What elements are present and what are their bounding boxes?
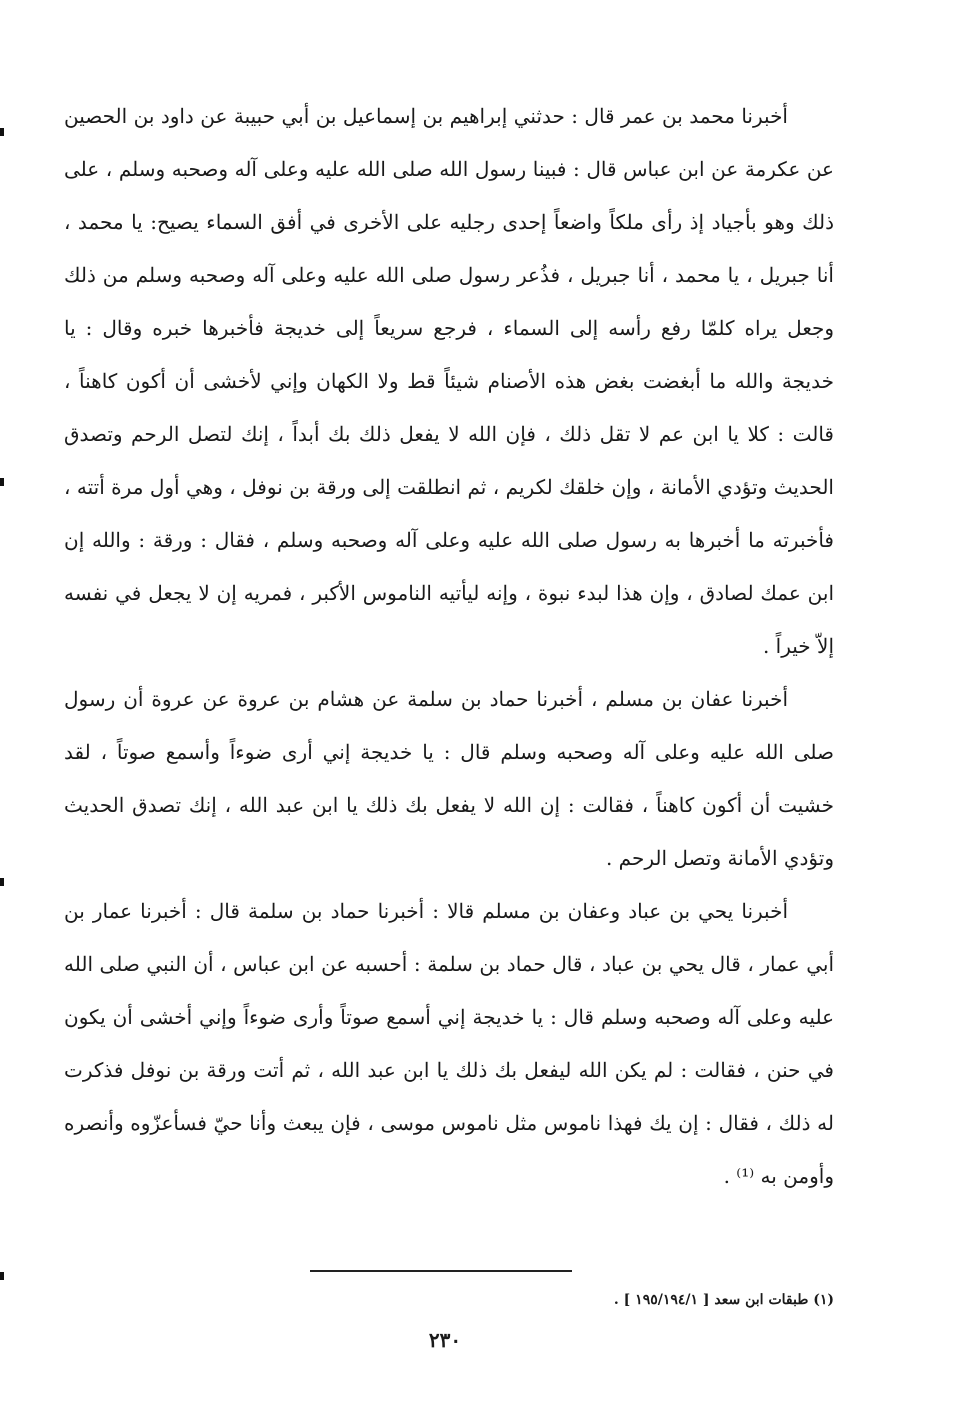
paragraph-2: أخبرنا عفان بن مسلم ، أخبرنا حماد بن سلمة عن هشام بن عروة عن عروة أن رسول صلى الله عليه وعلى آله وصحبه وسلم قال : يا خديجة إني أرى ضوءاً وأسمع صوتاً ، لقد خشيت أن أكون كاهناً ، فقالت : إن الله لا يفعل بك ذلك يا ابن عبد الله ، إنك تصدق الحديث وتؤدي الأمانة وتصل الرحم . (64, 687, 834, 870)
body-text (64, 90, 834, 1203)
margin-mark (0, 1272, 4, 1280)
margin-mark (0, 478, 4, 486)
paragraph-3: أخبرنا يحي بن عباد وعفان بن مسلم قالا : أخبرنا حماد بن سلمة قال : أخبرنا عمار بن أبي عمار ، قال يحي بن عباد ، قال حماد بن سلمة : أحسبه عن ابن عباس ، أن النبي صلى الله عليه وعلى آله وصحبه وسلم قال : يا خديجة إني أسمع صوتاً وأرى ضوءاً وإني أخشى أن يكون في حنن ، فقالت : لم يكن الله ليفعل بك ذلك يا ابن عبد الله ، ثم أتت ورقة بن نوفل فذكرت له ذلك ، فقال : إن يك فهذا ناموس مثل ناموس موسى ، فإن يبعث وأنا حيّ فسأعزّوه وأنصره وأومن به ⁽¹⁾ . (64, 899, 834, 1188)
margin-mark (0, 128, 4, 136)
page-number: ٢٣٠ (428, 1328, 462, 1352)
footnote-divider (310, 1270, 572, 1272)
paragraph-1: أخبرنا محمد بن عمر قال : حدثني إبراهيم بن إسماعيل بن أبي حبيبة عن داود بن الحصين عن عكرمة عن ابن عباس قال : فبينا رسول الله صلى الله عليه وعلى آله وصحبه وسلم ، على ذلك وهو بأجياد إذ رأى ملكاً واضعاً إحدى رجليه على الأخرى في أفق السماء يصيح: يا محمد ، أنا جبريل ، يا محمد ، أنا جبريل ، فذُعر رسول صلى الله عليه وعلى آله وصحبه وسلم من ذلك وجعل يراه كلمّا رفع رأسه إلى السماء ، فرجع سريعاً إلى خديجة فأخبرها خبره وقال : يا خديجة والله ما أبغضت بغض هذه الأصنام شيئاً قط ولا الكهان وإني لأخشى أن أكون كاهناً ، قالت : كلا يا ابن عم لا تقل ذلك ، فإن الله لا يفعل ذلك بك أبداً ، إنك لتصل الرحم وتصدق الحديث وتؤدي الأمانة ، وإن خلقك لكريم ، ثم انطلقت إلى ورقة بن نوفل ، وهي أول مرة أتته ، فأخبرته ما أخبرها به رسول صلى الله عليه وعلى آله وصحبه وسلم ، فقال : ورقة : والله إن ابن عمك لصادق ، وإن هذا لبدء نبوة ، وإنه ليأتيه الناموس الأكبر ، فمريه إن لا يجعل في نفسه إلاّ خيراً . (64, 104, 834, 658)
margin-mark (0, 878, 4, 886)
footnote: (١) طبقات ابن سعد [ ١٩٥/١٩٤/١ ] . (613, 1292, 834, 1308)
